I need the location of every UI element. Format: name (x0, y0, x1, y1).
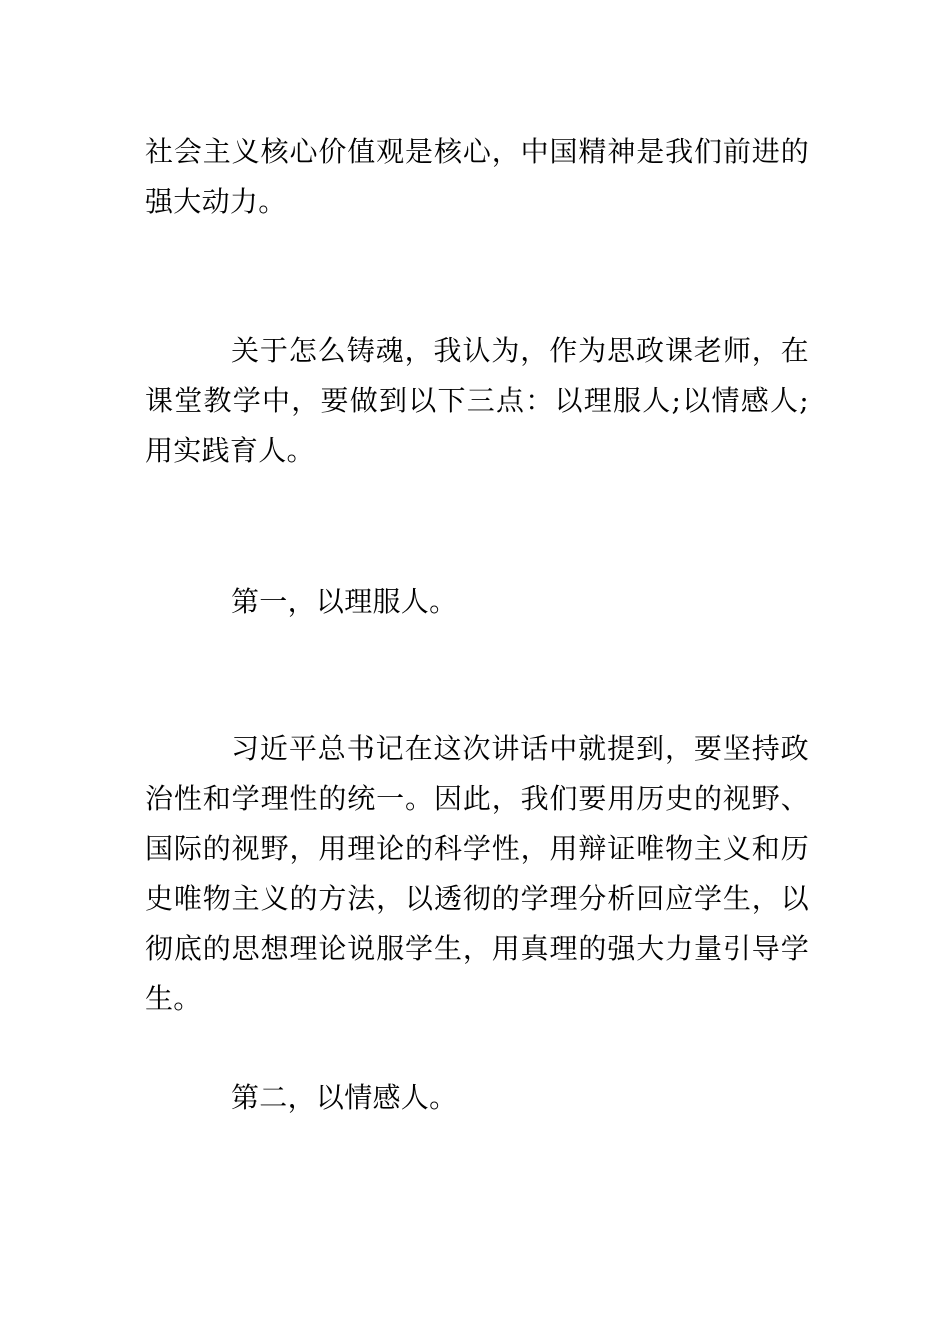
heading-first-point: 第一，以理服人。 (231, 585, 458, 618)
paragraph-first-point-body: 习近平总书记在这次讲话中就提到，要坚持政治性和学理性的统一。因此，我们要用历史的视野、国际的视野，用理论的科学性，用辩证唯物主义和历史唯物主义的方法，以透彻的学理分析回应学生，以彻底的思想理论说服学生，用真理的强大力量引导学生。 (145, 732, 809, 1015)
paragraph-three-points: 关于怎么铸魂，我认为，作为思政课老师，在课堂教学中，要做到以下三点：以理服人;以情感人;用实践育人。 (145, 334, 809, 467)
heading-second-point: 第二，以情感人。 (231, 1081, 458, 1114)
paragraph-core-values: 社会主义核心价值观是核心，中国精神是我们前进的强大动力。 (145, 135, 809, 218)
